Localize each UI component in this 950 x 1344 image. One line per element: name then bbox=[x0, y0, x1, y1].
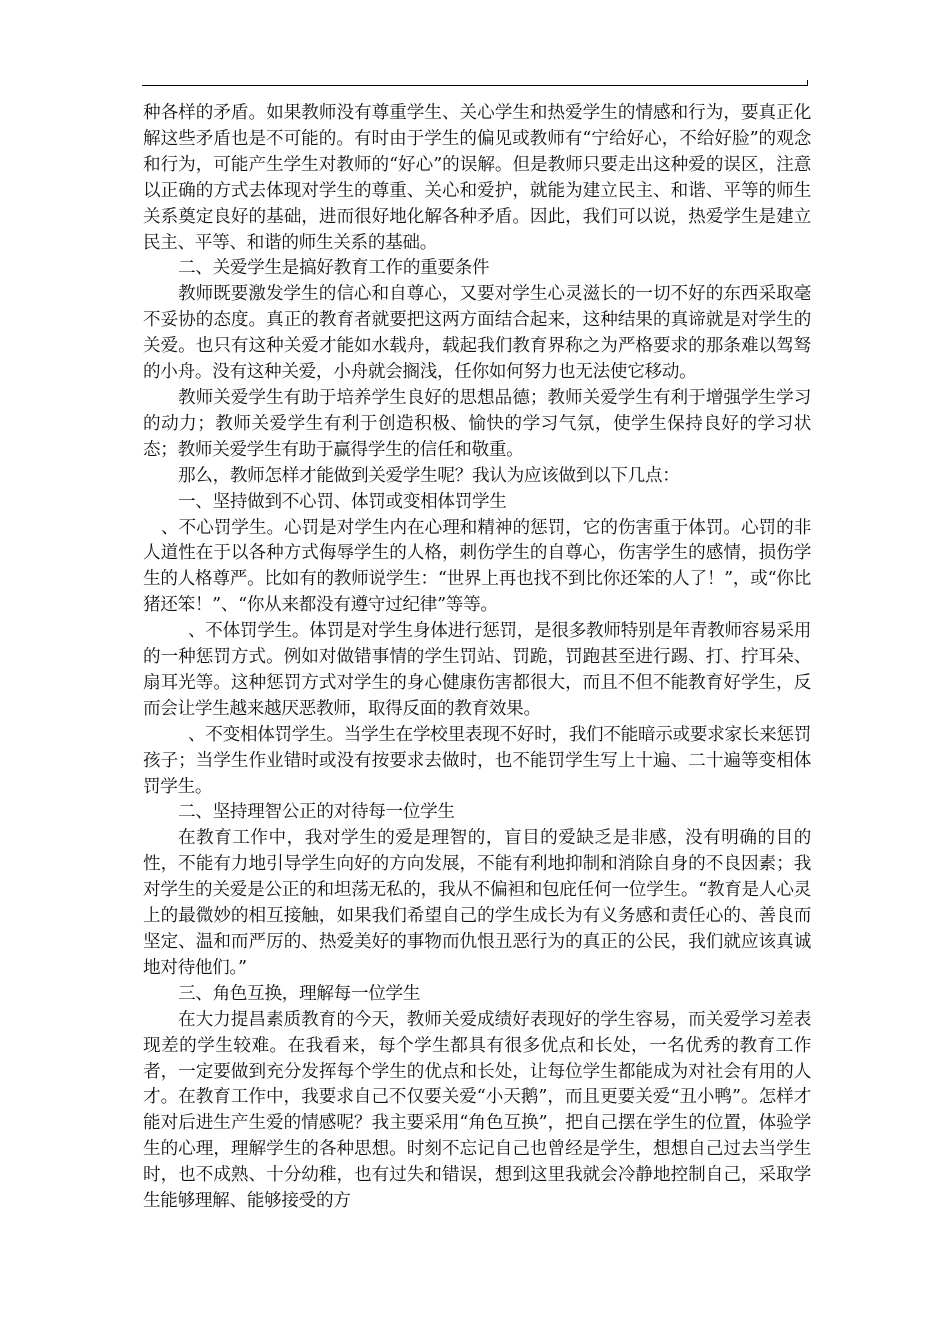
subheading-3: 三、角色互换，理解每一位学生 bbox=[178, 983, 421, 1004]
paragraph: 教师既要激发学生的信心和自尊心，又要对学生心灵滋长的一切不好的东西采取毫不妥协的态度。真正的教育者就要把这两方面结合起来，这种结果的真谛就是对学生的关爱。也只有这种关爱才能如水载舟，载起我们教育界称之为严格要求的那条难以驾驽的小舟。没有这种关爱，小舟就会搁浅，任你如何努力也无法使它移动。 bbox=[143, 284, 811, 383]
paragraph: 在教育工作中，我对学生的爱是理智的，盲目的爱缺乏是非感，没有明确的目的性，不能有力地引导学生向好的方向发展，不能有利地抑制和消除自身的不良因素；我对学生的关爱是公正的和坦荡无私的，我从不偏袒和包庇任何一位学生。“教育是人心灵上的最微妙的相互接触，如果我们希望自己的学生成长为有义务感和责任心的、善良而坚定、温和而严厉的、热爱美好的事物而仇恨丑恶行为的真正的公民，我们就应该真诚地对待他们。” bbox=[143, 828, 811, 978]
document-body bbox=[143, 101, 811, 1215]
list-item-paragraph: 、不体罚学生。体罚是对学生身体进行惩罚，是很多教师特别是年青教师容易采用的一种惩罚方式。例如对做错事情的学生罚站、罚跪，罚跑甚至进行踢、打、拧耳朵、扇耳光等。这种惩罚方式对学生的身心健康伤害都很大，而且不但不能教育好学生，反而会让学生越来越厌恶教师，取得反面的教育效果。 bbox=[143, 621, 811, 719]
header-rule-tick bbox=[807, 80, 808, 86]
section-heading-2: 二、关爱学生是搞好教育工作的重要条件 bbox=[178, 258, 490, 279]
subheading-2: 二、坚持理智公正的对待每一位学生 bbox=[178, 802, 455, 823]
header-rule bbox=[142, 85, 808, 86]
paragraph: 那么，教师怎样才能做到关爱学生呢？我认为应该做到以下几点： bbox=[178, 465, 680, 486]
list-item-paragraph: 、不变相体罚学生。当学生在学校里表现不好时，我们不能暗示或要求家长来惩罚孩子；当学生作业错时或没有按要求去做时，也不能罚学生写上十遍、二十遍等变相体罚学生。 bbox=[143, 724, 811, 797]
subheading-1: 一、坚持做到不心罚、体罚或变相体罚学生 bbox=[178, 491, 507, 512]
list-item-paragraph: 、不心罚学生。心罚是对学生内在心理和精神的惩罚，它的伤害重于体罚。心罚的非人道性在于以各种方式侮辱学生的人格，刺伤学生的自尊心，伤害学生的感情，损伤学生的人格尊严。比如有的教师说学生：“世界上再也找不到比你还笨的人了！”，或“你比猪还笨！”、“你从来都没有遵守过纪律”等等。 bbox=[143, 517, 811, 616]
paragraph-continuation: 种各样的矛盾。如果教师没有尊重学生、关心学生和热爱学生的情感和行为，要真正化解这些矛盾也是不可能的。有时由于学生的偏见或教师有“宁给好心，不给好脸”的观念和行为，可能产生学生对教师的“好心”的误解。但是教师只要走出这种爱的误区，注意以正确的方式去体现对学生的尊重、关心和爱护，就能为建立民主、和谐、平等的师生关系奠定良好的基础，进而很好地化解各种矛盾。因此，我们可以说，热爱学生是建立民主、平等、和谐的师生关系的基础。 bbox=[143, 103, 811, 253]
paragraph: 在大力提昌素质教育的今天，教师关爱成绩好表现好的学生容易，而关爱学习差表现差的学生较难。在我看来，每个学生都具有很多优点和长处，一名优秀的教育工作者，一定要做到充分发挥每个学生的优点和长处，让每位学生都能成为对社会有用的人才。在教育工作中，我要求自己不仅要关爱“小天鹅”，而且更要关爱“丑小鸭”。怎样才能对后进生产生爱的情感呢？我主要采用“角色互换”，把自己摆在学生的位置，体验学生的心理，理解学生的各种思想。时刻不忘记自己也曾经是学生，想想自己过去当学生时，也不成熟、十分幼稚，也有过失和错误，想到这里我就会冷静地控制自己，采取学生能够理解、能够接受的方 bbox=[143, 1009, 811, 1212]
paragraph: 教师关爱学生有助于培养学生良好的思想品德；教师关爱学生有利于增强学生学习的动力；教师关爱学生有利于创造积极、愉快的学习气氛，使学生保持良好的学习状态；教师关爱学生有助于赢得学生的信任和敬重。 bbox=[143, 387, 811, 460]
